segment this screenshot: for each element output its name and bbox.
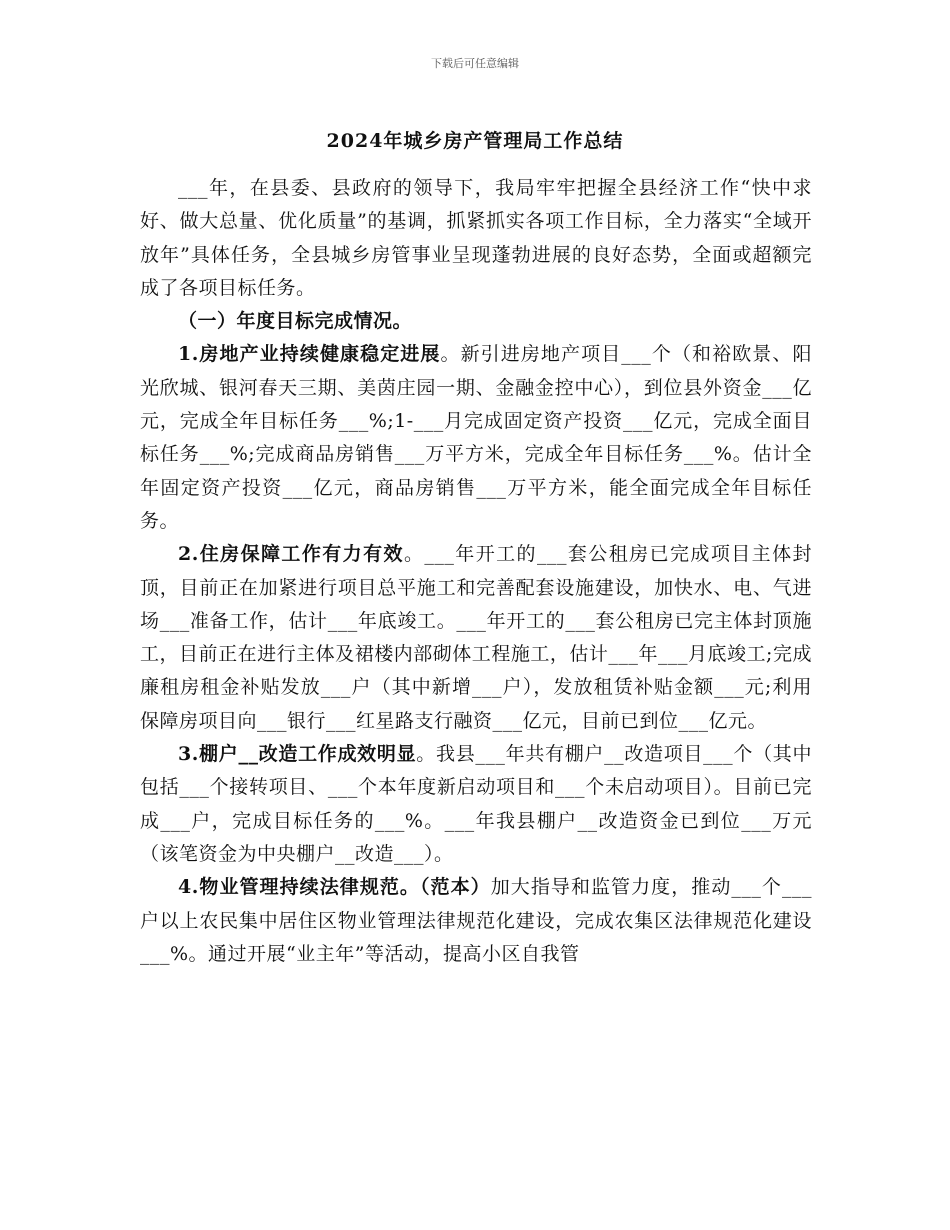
document-title: 2024年城乡房产管理局工作总结 bbox=[326, 130, 624, 152]
item-lead-4: 4.物业管理持续法律规范。（范本） bbox=[178, 876, 491, 899]
item-paragraph-1 bbox=[140, 338, 812, 538]
item-paragraph-3 bbox=[140, 738, 812, 871]
intro-paragraph: ___年，在县委、县政府的领导下，我局牢牢把握全县经济工作“快中求好、做大总量、优化质量”的基调，抓紧抓实各项工作目标，全力落实“全域开放年”具体任务，全县城乡房管事业呈现蓬勃进展的良好态势，全面或超额完成了各项目标任务。 bbox=[140, 177, 812, 299]
item-text-1: 。新引进房地产项目___个（和裕欧景、阳光欣城、银河春天三期、美茵庄园一期、金融金控中心），到位县外资金___亿元，完成全年目标任务___%;1-___月完成固定资产投资___亿元，完成全面目标任务___%;完成商品房销售___万平方米，完成全年目标任务___%。估计全年固定资产投资___亿元，商品房销售___万平方米，能全面完成全年目标任务。 bbox=[140, 343, 812, 532]
item-text-4: 加大指导和监管力度，推动___个___户以上农民集中居住区物业管理法律规范化建设，完成农集区法律规范化建设___%。通过开展“业主年”等活动，提高小区自我管 bbox=[140, 876, 812, 965]
section-heading: （一）年度目标完成情况。 bbox=[178, 310, 413, 333]
item-paragraph-2 bbox=[140, 538, 812, 738]
item-text-3: 。我县___年共有棚户__改造项目___个（其中包括___个接转项目、___个本年度新启动项目和___个未启动项目）。目前已完成___户，完成目标任务的___%。___年我县棚户__改造资金已到位___万元（该笔资金为中央棚户__改造___）。 bbox=[140, 743, 812, 865]
item-text-2: 。___年开工的___套公租房已完成项目主体封顶，目前正在加紧进行项目总平施工和完善配套设施建设，加快水、电、气进场___准备工作，估计___年底竣工。___年开工的___套公租房已完主体封顶施工，目前正在进行主体及裙楼内部砌体工程施工，估计___年___月底竣工;完成廉租房租金补贴发放___户（其中新增___户），发放租赁补贴金额___元;利用保障房项目向___银行___红星路支行融资___亿元，目前已到位___亿元。 bbox=[140, 543, 812, 732]
item-lead-2: 2.住房保障工作有力有效 bbox=[178, 543, 404, 566]
document-body bbox=[140, 172, 812, 971]
item-lead-3: 3.棚户__改造工作成效明显 bbox=[178, 743, 417, 766]
item-paragraph-4 bbox=[140, 871, 812, 971]
item-lead-1: 1.房地产业持续健康稳定进展 bbox=[178, 343, 441, 366]
header-note: 下载后可任意编辑 bbox=[431, 57, 519, 70]
